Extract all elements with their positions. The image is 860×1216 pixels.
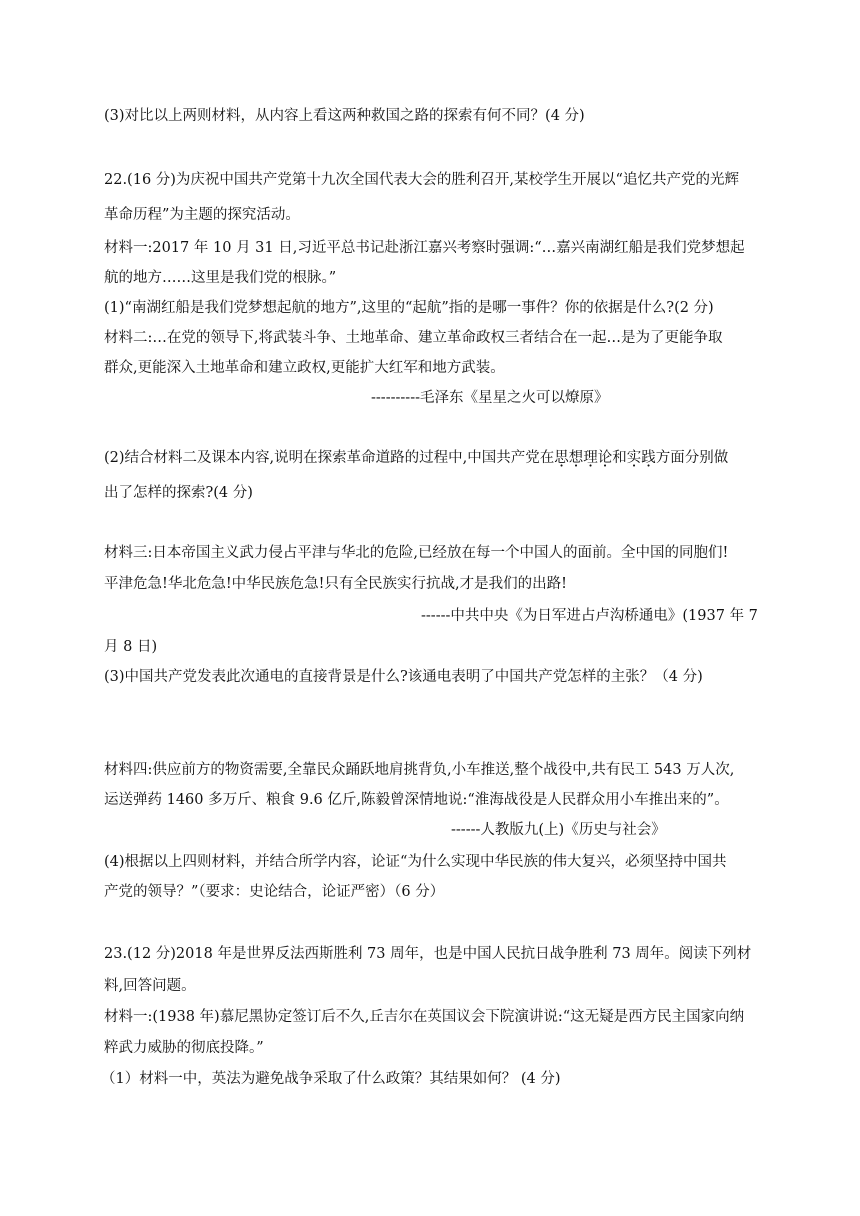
q22-part3-question: (3)中国共产党发表此次通电的直接背景是什么?该通电表明了中国共产党怎样的主张？（4 分) bbox=[104, 669, 703, 685]
emphasis-char: 想 bbox=[568, 450, 584, 466]
emphasis-char: 实 bbox=[626, 450, 642, 466]
q23-intro-line1: 23.(12 分)2018 年是世界反法西斯胜利 73 周年，也是中国人民抗日战争胜利 73 周年。阅读下列材 bbox=[104, 946, 752, 962]
emphasis-char: 理 bbox=[583, 450, 598, 466]
q22-part2-text-b: 方面分别做 bbox=[655, 450, 729, 466]
q22-part2-text-a: (2)结合材料二及课本内容,说明在探索革命道路的过程中,中国共产党在 bbox=[104, 450, 555, 466]
emphasis-char: 践 bbox=[641, 450, 656, 466]
q23-part1-question: （1）材料一中，英法为避免战争采取了什么政策？其结果如何？ (4 分) bbox=[101, 1071, 561, 1087]
emphasis-char: 思 bbox=[554, 450, 569, 466]
q22-material1-line2: 航的地方……这里是我们党的根脉。” bbox=[104, 270, 337, 286]
q22-intro-line1: 22.(16 分)为庆祝中国共产党第十九次全国代表大会的胜利召开,某校学生开展以“追忆共产党的光辉 bbox=[104, 172, 739, 188]
q23-intro-line2: 料,回答问题。 bbox=[104, 978, 196, 994]
q23-material1-line2: 粹武力威胁的彻底投降。” bbox=[104, 1040, 264, 1056]
q22-intro-line2: 革命历程”为主题的探究活动。 bbox=[104, 207, 300, 223]
q22-material1-line1: 材料一:2017 年 10 月 31 日,习近平总书记赴浙江嘉兴考察时强调:“…嘉兴南湖红船是我们党梦想起 bbox=[104, 240, 745, 256]
q22-material3-source-line1: ------中共中央《为日军进占卢沟桥通电》(1937 年 7 bbox=[421, 608, 758, 624]
q22-material2-line2: 群众,更能深入土地革命和建立政权,更能扩大红军和地方武装。 bbox=[104, 360, 505, 376]
q22-material4-line2: 运送弹药 1460 多万斤、粮食 9.6 亿斤,陈毅曾深情地说:“淮海战役是人民群众用小车推出来的”。 bbox=[104, 792, 729, 808]
q22-part2-and: 和 bbox=[612, 450, 627, 466]
q22-part2-question-line1 bbox=[104, 448, 728, 468]
q22-part4-question-line1: (4)根据以上四则材料，并结合所学内容，论证“为什么实现中华民族的伟大复兴，必须坚持中国共 bbox=[104, 854, 727, 870]
q22-material4-line1: 材料四:供应前方的物资需要,全靠民众踊跃地肩挑背负,小车推送,整个战役中,共有民工 543 万人次, bbox=[104, 762, 735, 778]
emphasis-char: 论 bbox=[597, 450, 613, 466]
q22-material3-line2: 平津危急!华北危急!中华民族危急!只有全民族实行抗战,才是我们的出路! bbox=[104, 576, 567, 592]
q22-material3-source-line2: 月 8 日) bbox=[104, 639, 158, 655]
q22-material2-line1: 材料二:…在党的领导下,将武装斗争、土地革命、建立革命政权三者结合在一起…是为了更能争取 bbox=[104, 330, 723, 346]
q22-material3-line1: 材料三:日本帝国主义武力侵占平津与华北的危险,已经放在每一个中国人的面前。全中国的同胞们! bbox=[104, 545, 729, 561]
q22-material4-source: ------人教版九(上)《历史与社会》 bbox=[451, 822, 666, 838]
q22-part4-question-line2: 产党的领导？”（要求：史论结合，论证严密）（6 分） bbox=[104, 884, 445, 900]
q21-part3-question: (3)对比以上两则材料，从内容上看这两种救国之路的探索有何不同？(4 分) bbox=[104, 108, 585, 124]
q22-material2-source: ----------毛泽东《星星之火可以燎原》 bbox=[371, 390, 609, 406]
q23-material1-line1: 材料一:(1938 年)慕尼黑协定签订后不久,丘吉尔在英国议会下院演讲说:“这无疑是西方民主国家向纳 bbox=[104, 1009, 745, 1025]
q22-part2-question-line2: 出了怎样的探索?(4 分) bbox=[104, 485, 253, 501]
q22-part1-question: (1)“南湖红船是我们党梦想起航的地方”,这里的“起航”指的是哪一事件？你的依据是什么?(2 分) bbox=[104, 300, 714, 316]
